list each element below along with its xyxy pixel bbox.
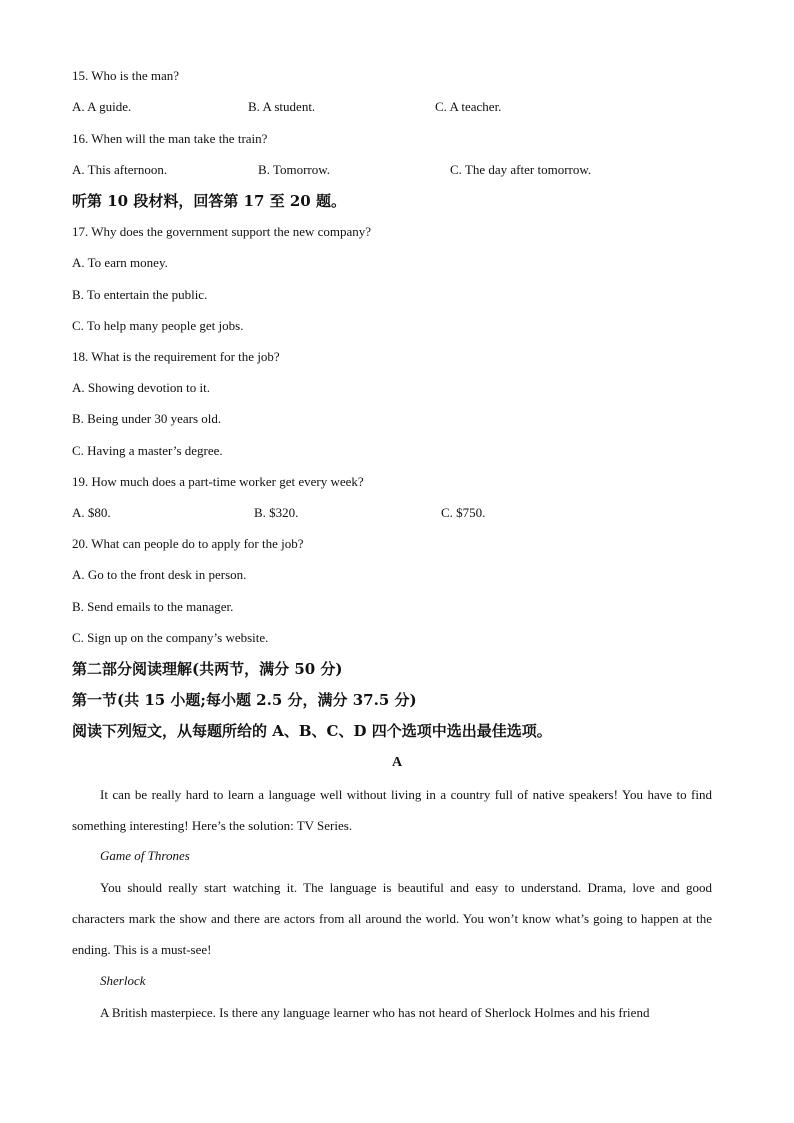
q19-option-b: B. $320. xyxy=(254,505,299,520)
passage-label: A xyxy=(391,755,403,770)
q16-option-a: A. This afternoon. xyxy=(72,162,168,177)
passage-paragraph-2: A British masterpiece. Is there any language learner who has not heard of Sherlock Holmes and his friend xyxy=(100,1005,650,1020)
instruction-text: 阅读下列短文，从每题所给的 A、B、C、D 四个选项中选出最佳选项。 xyxy=(72,722,552,740)
show-title-game-of-thrones: Game of Thrones xyxy=(100,848,190,863)
q16-option-b: B. Tomorrow. xyxy=(258,162,331,177)
q20-option-c: C. Sign up on the company’s website. xyxy=(72,630,269,645)
q15-option-a: A. A guide. xyxy=(72,99,132,114)
show-title-sherlock: Sherlock xyxy=(100,973,146,988)
passage-paragraph-1: You should really start watching it. The language is beautiful and easy to understand. Drama, love and good characters mark the show and there are actors from all around the world. You won’t know what’s going to happen at the ending. This is a must-see! xyxy=(72,880,712,957)
question-17: 17. Why does the government support the new company? xyxy=(72,224,372,239)
q18-option-b: B. Being under 30 years old. xyxy=(72,411,222,426)
q15-option-b: B. A student. xyxy=(248,99,316,114)
question-18: 18. What is the requirement for the job? xyxy=(72,349,280,364)
q17-option-a: A. To earn money. xyxy=(72,255,168,270)
q19-option-a: A. $80. xyxy=(72,505,111,520)
q19-option-c: C. $750. xyxy=(441,505,486,520)
question-20: 20. What can people do to apply for the job? xyxy=(72,536,304,551)
q15-option-c: C. A teacher. xyxy=(435,99,502,114)
section-1-heading: 第一节(共 15 小题;每小题 2.5 分，满分 37.5 分) xyxy=(72,691,417,709)
q17-option-b: B. To entertain the public. xyxy=(72,287,208,302)
q18-option-a: A. Showing devotion to it. xyxy=(72,380,210,395)
question-16: 16. When will the man take the train? xyxy=(72,131,268,146)
q20-option-a: A. Go to the front desk in person. xyxy=(72,567,247,582)
question-19: 19. How much does a part-time worker get every week? xyxy=(72,474,364,489)
q17-option-c: C. To help many people get jobs. xyxy=(72,318,244,333)
q16-option-c: C. The day after tomorrow. xyxy=(450,162,592,177)
part-2-heading: 第二部分阅读理解(共两节，满分 50 分) xyxy=(72,660,343,678)
q20-option-b: B. Send emails to the manager. xyxy=(72,599,234,614)
section-10-heading: 听第 10 段材料，回答第 17 至 20 题。 xyxy=(72,192,346,210)
question-15: 15. Who is the man? xyxy=(72,68,179,83)
q18-option-c: C. Having a master’s degree. xyxy=(72,443,223,458)
passage-intro: It can be really hard to learn a language well without living in a country full of native speakers! You have to find something interesting! Here’s the solution: TV Series. xyxy=(72,787,712,833)
